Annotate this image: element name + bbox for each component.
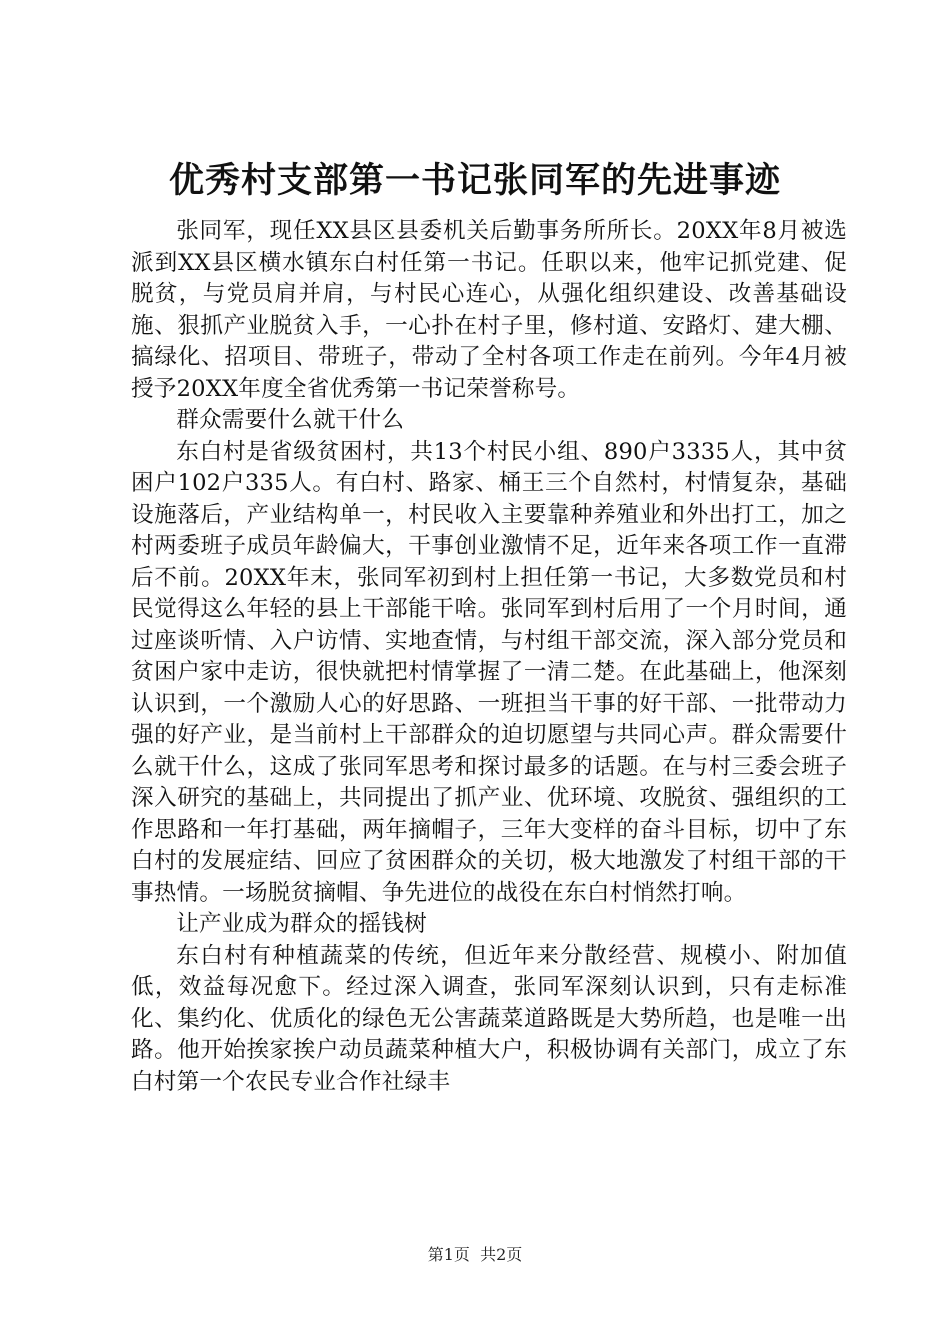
page-total: 共2页 [480,1245,523,1264]
paragraph-intro: 张同军，现任XX县区县委机关后勤事务所所长。20XX年8月被选派到XX县区横水镇东白村任第一书记。任职以来，他牢记抓党建、促脱贫，与党员肩并肩，与村民心连心，从强化组织建设、改善基础设施、狠抓产业脱贫入手，一心扑在村子里，修村道、安路灯、建大棚、搞绿化、招项目、带班子，带动了全村各项工作走在前列。今年4月被授予20XX年度全省优秀第一书记荣誉称号。 [131,218,847,402]
page-number: 第1页 [427,1245,470,1264]
document-body [131,216,847,1098]
section-heading: 群众需要什么就干什么 [176,407,405,433]
page-footer [0,1244,950,1266]
paragraph-village-situation: 东白村是省级贫困村，共13个村民小组、890户3335人，其中贫困户102户335人。有白村、路家、桶王三个自然村，村情复杂，基础设施落后，产业结构单一，村民收入主要靠种养殖业和外出打工，加之村两委班子成员年龄偏大，干事创业激情不足，近年来各项工作一直滞后不前。20XX年末，张同军初到村上担任第一书记，大多数党员和村民觉得这么年轻的县上干部能干啥。张同军到村后用了一个月时间，通过座谈听情、入户访情、实地查情，与村组干部交流，深入部分党员和贫困户家中走访，很快就把村情掌握了一清二楚。在此基础上，他深刻认识到，一个激励人心的好思路、一班担当干事的好干部、一批带动力强的好产业，是当前村上干部群众的迫切愿望与共同心声。群众需要什么就干什么，这成了张同军思考和探讨最多的话题。在与村三委会班子深入研究的基础上，共同提出了抓产业、优环境、攻脱贫、强组织的工作思路和一年打基础，两年摘帽子，三年大变样的奋斗目标，切中了东白村的发展症结、回应了贫困群众的关切，极大地激发了村组干部的干事热情。一场脱贫摘帽、争先进位的战役在东白村悄然打响。 [131,438,847,906]
document-title: 优秀村支部第一书记张同军的先进事迹 [168,161,781,201]
section-heading: 让产业成为群众的摇钱树 [176,911,427,937]
paragraph-industry: 东白村有种植蔬菜的传统，但近年来分散经营、规模小、附加值低，效益每况愈下。经过深入调查，张同军深刻认识到，只有走标准化、集约化、优质化的绿色无公害蔬菜道路既是大势所趋，也是唯一出路。他开始挨家挨户动员蔬菜种植大户，积极协调有关部门，成立了东白村第一个农民专业合作社绿丰 [131,942,847,1095]
